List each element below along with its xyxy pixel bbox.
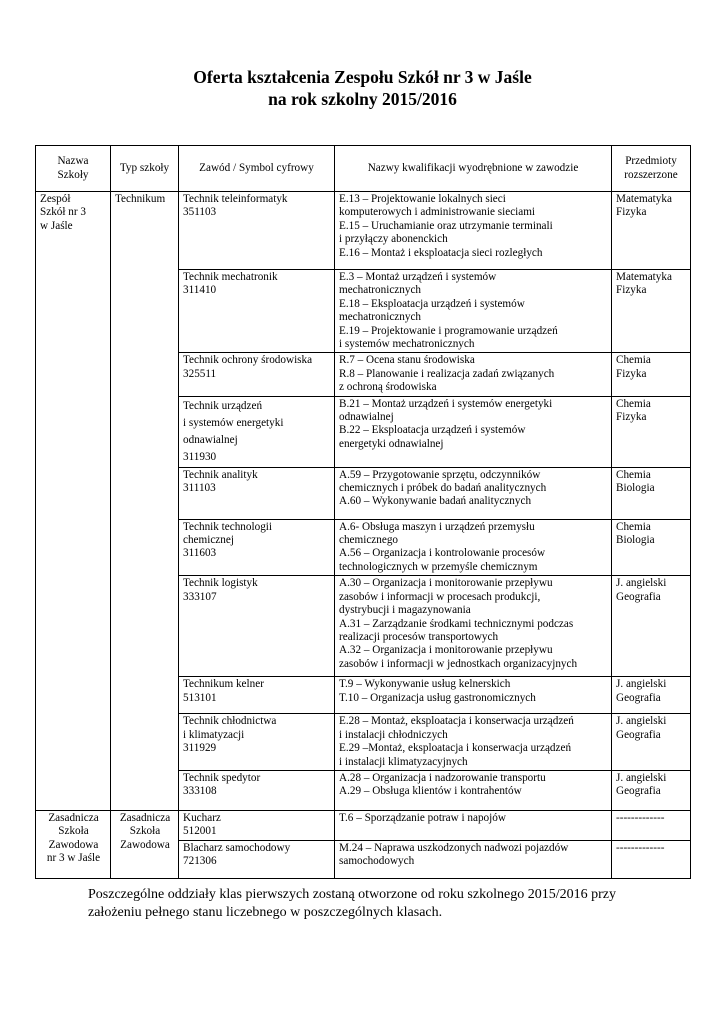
school-name-cell [36,810,111,878]
qualifications-cell [335,770,612,810]
profession-cell-line: chemicznej [183,534,234,547]
qualifications-cell [335,677,612,714]
qualifications-cell-line: M.24 – Naprawa uszkodzonych nadwozi pojazdów [339,841,569,854]
profession-cell-line: i klimatyzacji [183,728,245,741]
subjects-cell [612,810,691,840]
profession-cell [179,519,335,576]
profession-cell-line: 311103 [183,482,216,495]
school-name-cell [36,192,111,811]
profession-cell-line: Technik mechatronik [183,271,278,283]
qualifications-cell-line: i instalacji chłodniczych [339,728,448,741]
subjects-cell-line: Biologia [616,482,655,495]
profession-cell-line: odnawialnej [183,433,238,446]
subjects-cell-line: Geografia [616,590,661,603]
footnote [88,886,668,922]
subjects-cell [612,192,691,270]
profession-cell-line: 325511 [183,367,217,380]
subjects-cell [612,840,691,878]
qualifications-cell-line: B.22 – Eksploatacja urządzeń i systemów [339,424,526,437]
profession-cell [179,714,335,771]
profession-cell-line: 721306 [183,855,217,868]
qualifications-cell [335,714,612,771]
profession-cell-line: 512001 [183,825,217,838]
profession-cell-line: Technik logistyk [183,577,258,590]
qualifications-cell-line: A.6- Obsługa maszyn i urządzeń przemysłu [339,520,535,533]
qualifications-cell [335,810,612,840]
footnote-line-2: założeniu pełnego stanu liczebnego w poszczególnych klasach. [88,905,443,920]
subjects-cell [612,714,691,771]
profession-cell-line: i systemów energetyki [183,416,284,429]
school-type-cell-line: Zasadnicza [119,811,171,824]
header-subjects: Przedmioty rozszerzone [612,146,691,192]
school-name-cell-line: Szkół nr 3 [40,206,86,219]
qualifications-cell [335,270,612,353]
qualifications-cell-line: samochodowych [339,855,415,868]
profession-cell-line: Technik chłodnictwa [183,715,277,728]
subjects-cell-line: Geografia [616,785,661,798]
qualifications-cell-line: T.9 – Wykonywanie usług kelnerskich [339,678,511,691]
profession-cell-line: 311603 [183,547,217,560]
table-row [36,810,691,840]
qualifications-cell-line: i przyłączy abonenckich [339,233,448,246]
subjects-cell [612,770,691,810]
qualifications-cell-line: chemicznych i próbek do badań analitycznych [339,482,547,495]
header-profession: Zawód / Symbol cyfrowy [179,146,335,192]
qualifications-cell-line: i instalacji klimatyzacyjnych [339,755,468,768]
subjects-cell-line: Chemia [616,354,651,367]
school-name-cell-line: w Jaśle [40,219,73,232]
qualifications-cell [335,467,612,519]
subjects-cell [612,677,691,714]
title-line-1: Oferta kształcenia Zespołu Szkół nr 3 w Jaśle [193,67,532,87]
school-type-cell-line: Technikum [115,193,166,205]
qualifications-cell-line: A.28 – Organizacja i nadzorowanie transportu [339,771,546,784]
header-type: Typ szkoły [111,146,179,192]
qualifications-cell-line: B.21 – Montaż urządzeń i systemów energetyki [339,397,553,410]
qualifications-cell-line: komputerowych i administrowanie sieciami [339,206,536,219]
qualifications-cell-line: zasobów i informacji w jednostkach organizacyjnych [339,657,578,670]
document-title [0,66,725,110]
profession-cell [179,270,335,353]
qualifications-cell [335,840,612,878]
table-body [36,192,691,879]
subjects-cell-line: Chemia [616,468,651,481]
qualifications-cell-line: mechatronicznych [339,284,421,297]
subjects-cell-line: Geografia [616,691,661,704]
qualifications-cell [335,396,612,467]
profession-cell-line: 333107 [183,590,217,603]
subjects-cell-line: Fizyka [616,367,647,380]
qualifications-cell-line: E.29 –Montaż, eksploatacja i konserwacja urządzeń [339,742,572,755]
qualifications-cell-line: T.10 – Organizacja usług gastronomicznych [339,691,536,704]
profession-cell-line: Kucharz [183,811,221,824]
qualifications-cell-line: mechatronicznych [339,311,421,324]
qualifications-cell-line: R.7 – Ocena stanu środowiska [339,354,475,367]
subjects-cell-line: Chemia [616,520,651,533]
subjects-cell-line: Geografia [616,728,661,741]
subjects-cell [612,270,691,353]
subjects-cell-line: J. angielski [616,771,667,784]
footnote-line-1: Poszczególne oddziały klas pierwszych zostaną otworzone od roku szkolnego 2015/2016 przy [88,887,616,902]
qualifications-cell-line: A.29 – Obsługa klientów i kontrahentów [339,785,522,798]
profession-cell-line: 513101 [183,691,217,704]
profession-cell [179,840,335,878]
subjects-cell [612,353,691,396]
qualifications-cell [335,576,612,677]
profession-cell [179,353,335,396]
qualifications-cell [335,353,612,396]
qualifications-cell-line: odnawialnej [339,411,394,424]
qualifications-cell-line: R.8 – Planowanie i realizacja zadań związanych [339,367,555,380]
profession-cell-line: Technik spedytor [183,771,261,784]
profession-cell [179,576,335,677]
title-line-2: na rok szkolny 2015/2016 [268,89,457,109]
profession-cell-line: 333108 [183,785,217,798]
qualifications-cell-line: E.19 – Projektowanie i programowanie urządzeń [339,324,558,337]
qualifications-cell [335,192,612,270]
school-type-cell [111,810,179,878]
qualifications-cell-line: T.6 – Sporządzanie potraw i napojów [339,811,506,824]
profession-cell-line: 311930 [183,450,217,463]
subjects-cell [612,396,691,467]
profession-cell-line: 311410 [183,284,217,297]
profession-cell [179,770,335,810]
profession-cell-line: Blacharz samochodowy [183,841,291,854]
profession-cell-line: Technik technologii [183,520,273,533]
table-row [36,192,691,270]
school-type-cell [111,192,179,811]
subjects-cell-line: Biologia [616,534,655,547]
subjects-cell-line: Chemia [616,397,651,410]
qualifications-cell-line: chemicznego [339,534,399,547]
subjects-cell [612,467,691,519]
qualifications-cell-line: E.18 – Eksploatacja urządzeń i systemów [339,297,525,310]
profession-cell-line: Technik analityk [183,468,258,481]
qualifications-cell-line: realizacji procesów transportowych [339,630,499,643]
school-type-cell-line: Szkoła [129,825,161,838]
header-qualifications: Nazwy kwalifikacji wyodrębnione w zawodzie [335,146,612,192]
profession-cell-line: 351103 [183,206,217,219]
qualifications-cell-line: E.13 – Projektowanie lokalnych sieci [339,193,506,205]
qualifications-cell-line: A.59 – Przygotowanie sprzętu, odczynników [339,468,541,481]
education-offer-table [35,145,691,879]
qualifications-cell-line: A.31 – Zarządzanie środkami technicznymi podczas [339,617,574,630]
qualifications-cell-line: A.56 – Organizacja i kontrolowanie procesów [339,547,546,560]
table-header-row [36,146,691,192]
profession-cell [179,810,335,840]
subjects-cell [612,519,691,576]
qualifications-cell-line: A.60 – Wykonywanie badań analitycznych [339,495,532,508]
profession-cell-line: Technik ochrony środowiska [183,354,313,367]
profession-cell [179,396,335,467]
subjects-cell-line: Fizyka [616,284,647,297]
qualifications-cell-line: technologicznych w przemyśle chemicznym [339,560,538,573]
qualifications-cell-line: E.28 – Montaż, eksploatacja i konserwacja urządzeń [339,715,574,728]
subjects-cell-line: Matematyka [616,271,672,283]
subjects-cell-line: Fizyka [616,411,647,424]
qualifications-cell-line: E.15 – Uruchamianie oraz utrzymanie terminali [339,219,553,232]
qualifications-cell-line: E.16 – Montaż i eksploatacja sieci rozległych [339,246,543,259]
profession-cell [179,677,335,714]
school-type-cell-line: Zawodowa [120,838,170,851]
qualifications-cell-line: dystrybucji i magazynowania [339,604,471,617]
subjects-cell-line: Matematyka [616,193,672,205]
subjects-cell-line: J. angielski [616,577,667,590]
school-name-cell-line: Zawodowa [48,838,99,851]
subjects-cell-line: J. angielski [616,678,667,691]
subjects-cell-line: J. angielski [616,715,667,728]
profession-cell [179,467,335,519]
subjects-cell-line: ------------- [616,811,665,824]
qualifications-cell-line: z ochroną środowiska [339,381,437,394]
profession-cell-line: Technikum kelner [183,678,264,691]
school-name-cell-line: Szkoła [58,825,89,838]
qualifications-cell-line: energetyki odnawialnej [339,437,444,450]
subjects-cell [612,576,691,677]
subjects-cell-line: ------------- [616,841,665,854]
header-school: Nazwa Szkoły [36,146,111,192]
subjects-cell-line: Fizyka [616,206,647,219]
profession-cell [179,192,335,270]
qualifications-cell-line: i systemów mechatronicznych [339,338,475,351]
qualifications-cell-line: zasobów i informacji w procesach produkcji, [339,590,541,603]
school-name-cell-line: Zespół [40,193,71,205]
profession-cell-line: Technik teleinformatyk [183,193,288,205]
qualifications-cell-line: A.32 – Organizacja i monitorowanie przepływu [339,644,553,657]
profession-cell-line: Technik urządzeń [183,399,263,412]
qualifications-cell-line: A.30 – Organizacja i monitorowanie przepływu [339,577,553,590]
school-name-cell-line: nr 3 w Jaśle [46,852,101,865]
school-name-cell-line: Zasadnicza [48,811,99,824]
qualifications-cell [335,519,612,576]
profession-cell-line: 311929 [183,742,217,755]
qualifications-cell-line: E.3 – Montaż urządzeń i systemów [339,271,497,283]
